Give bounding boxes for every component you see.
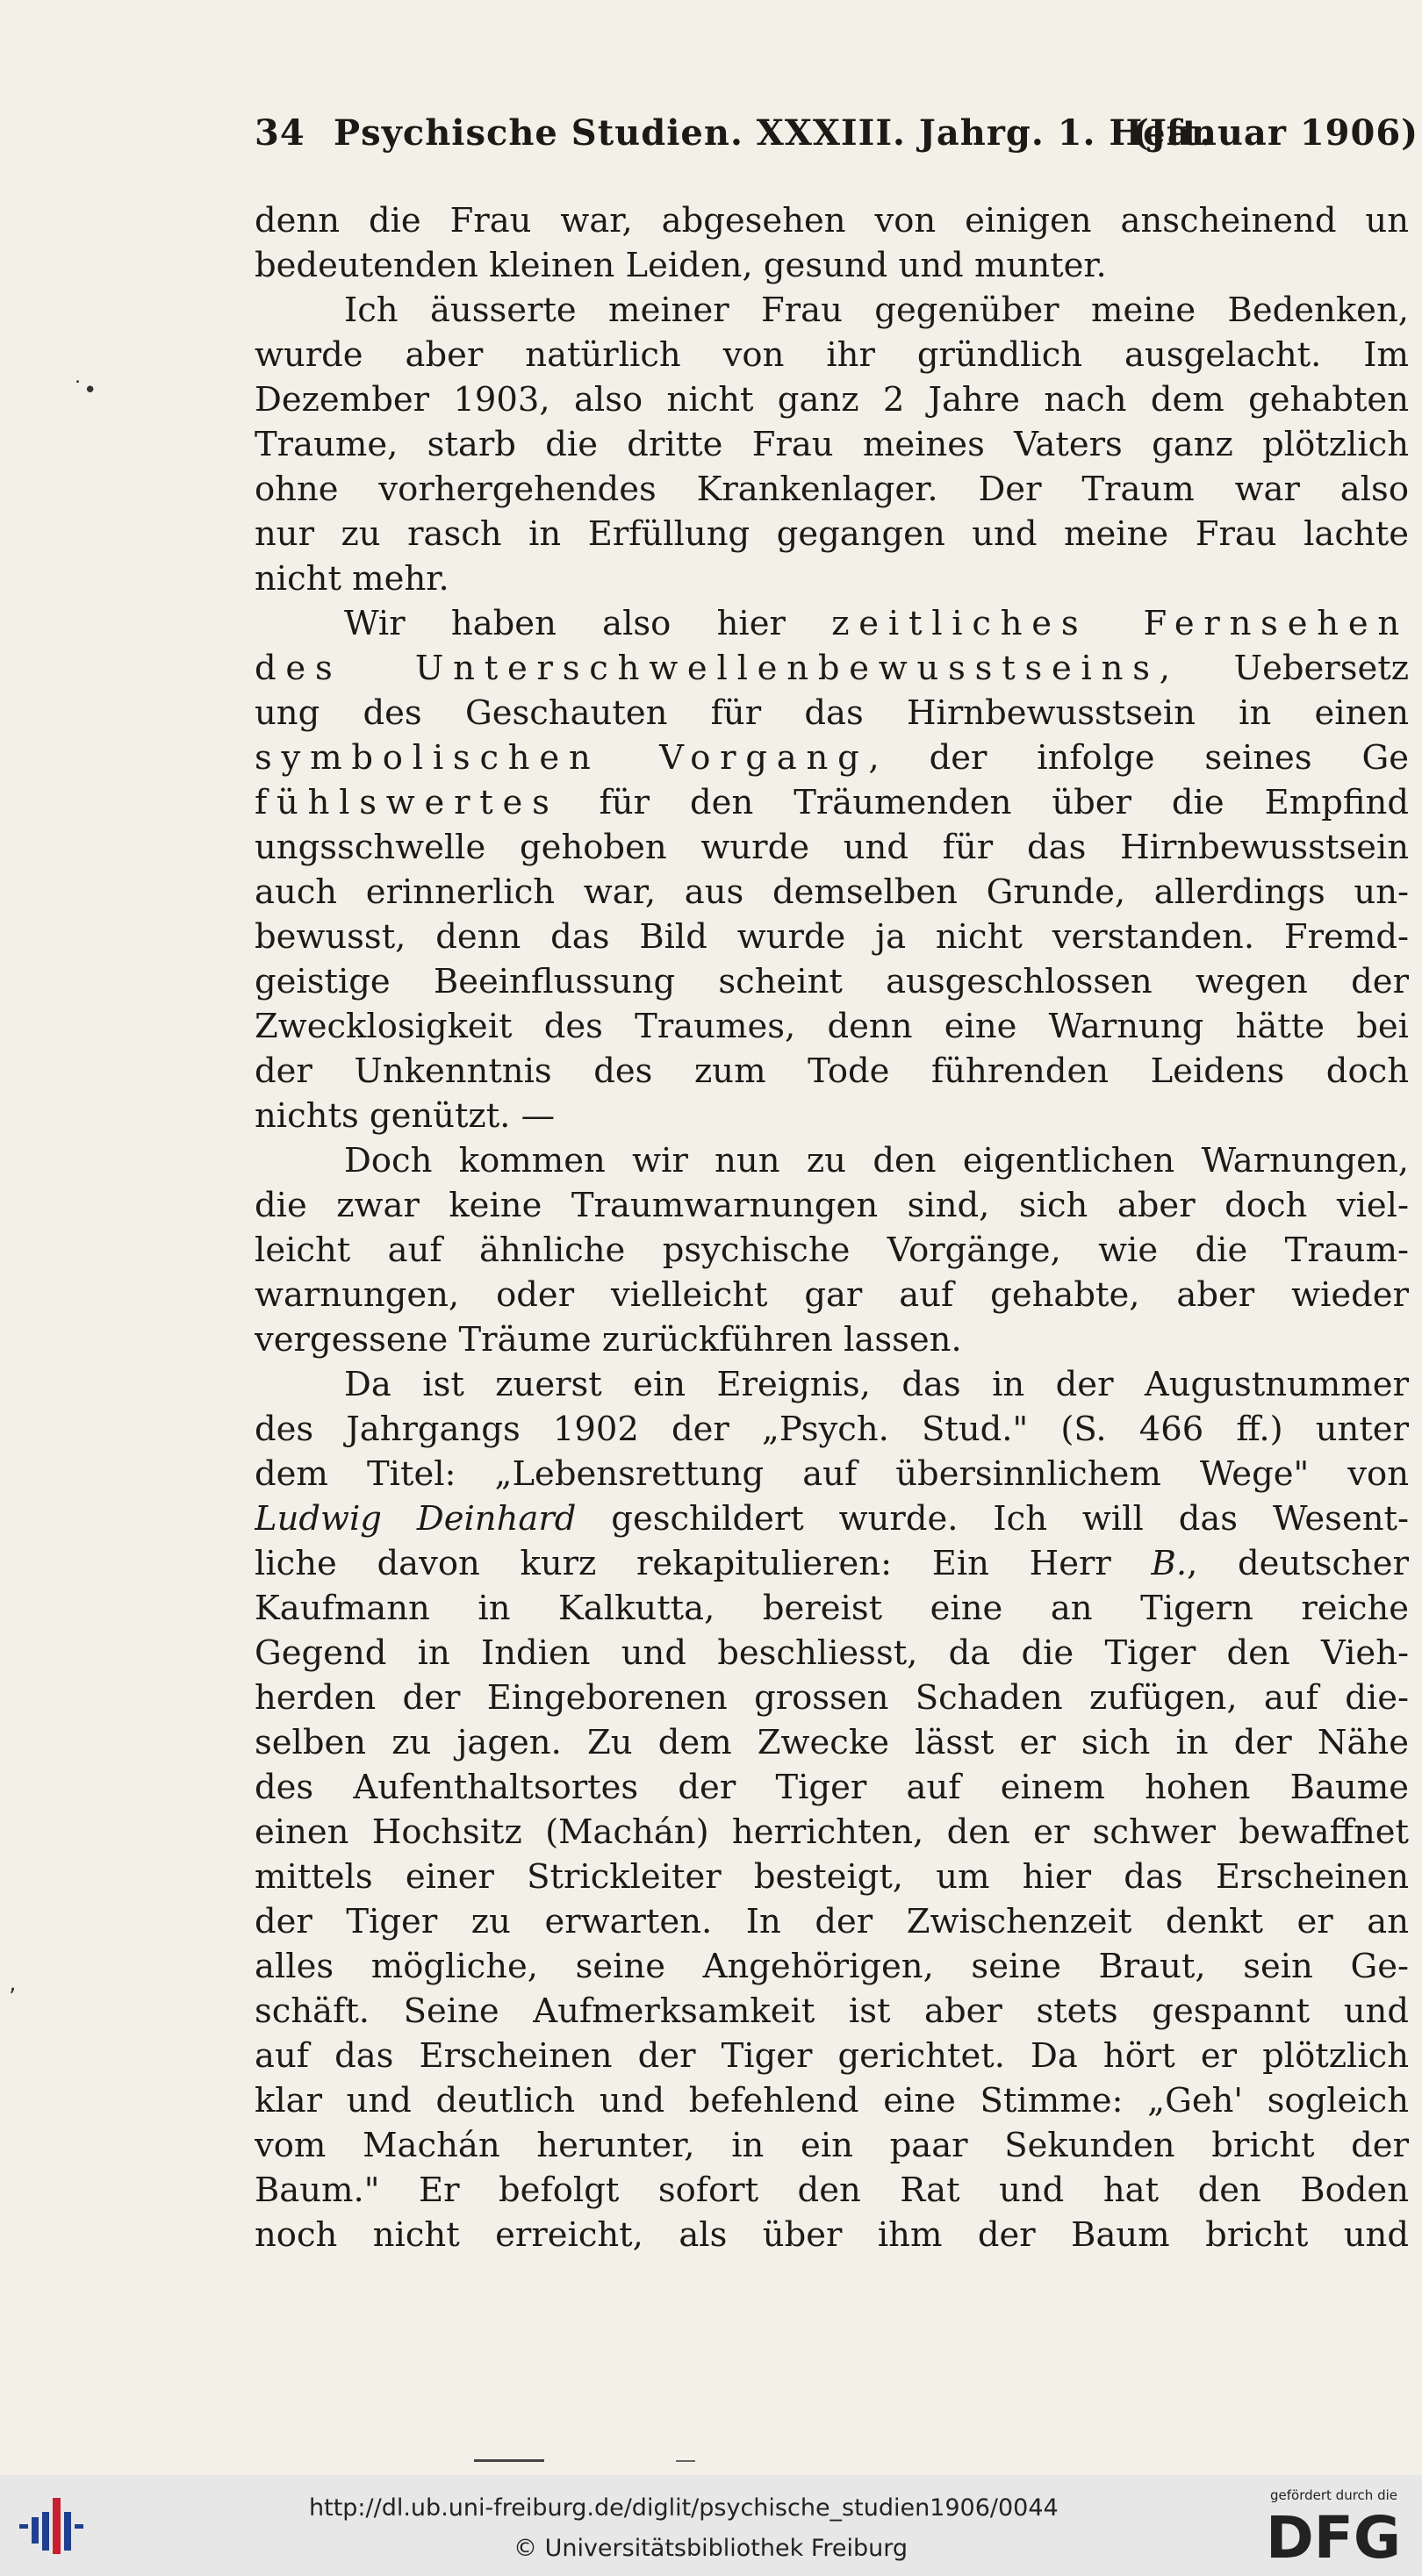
running-title: Psychische Studien. XXXIII. Jahrg. 1. Heft. bbox=[334, 112, 1213, 154]
text-line: Dezember 1903, also nicht ganz 2 Jahre nach dem gehabten bbox=[255, 380, 1409, 420]
text-line: bedeutenden kleinen Leiden, gesund und munter. bbox=[255, 246, 1107, 285]
text-line: vom Machán herunter, in ein paar Sekunden bricht der bbox=[255, 2126, 1409, 2165]
text-line: bewusst, denn das Bild wurde ja nicht verstanden. Fremd- bbox=[255, 917, 1409, 957]
bottom-rule bbox=[474, 2459, 544, 2462]
bottom-rule bbox=[676, 2460, 695, 2462]
spaced-emphasis: des Unterschwellenbewusstseins bbox=[255, 649, 1160, 688]
text-line: des Unterschwellenbewusstseins, Uebersetz bbox=[255, 649, 1409, 688]
dfg-logo-text: DFG bbox=[1265, 2505, 1402, 2566]
page-number: 34 bbox=[255, 112, 305, 154]
margin-mark: ˙• bbox=[72, 377, 97, 404]
text-line: nur zu rasch in Erfüllung gegangen und meine Frau lachte bbox=[255, 514, 1409, 554]
text-line: Wir haben also hier zeitliches Fernsehen bbox=[344, 604, 1409, 643]
text-line: Zwecklosigkeit des Traumes, denn eine Warnung hätte bei bbox=[255, 1007, 1409, 1046]
margin-mark: ‚ bbox=[9, 1970, 17, 1997]
text-line: ung des Geschauten für das Hirnbewusstsein in einen bbox=[255, 693, 1409, 733]
ub-freiburg-logo-icon bbox=[18, 2491, 88, 2561]
text-line: Kaufmann in Kalkutta, bereist eine an Tigern reiche bbox=[255, 1589, 1409, 1628]
digitization-footer bbox=[0, 2475, 1422, 2576]
text-line: herden der Eingeborenen grossen Schaden zufügen, auf die- bbox=[255, 1678, 1409, 1718]
text-line: nicht mehr. bbox=[255, 559, 449, 599]
text-line: alles mögliche, seine Angehörigen, seine Braut, sein Ge- bbox=[255, 1947, 1409, 1986]
text-line: der Unkenntnis des zum Tode führenden Leidens doch bbox=[255, 1051, 1409, 1091]
spaced-emphasis: symbolischen Vorgang bbox=[255, 738, 869, 778]
text-line: einen Hochsitz (Machán) herrichten, den er schwer bewaffnet bbox=[255, 1812, 1409, 1852]
text-line: liche davon kurz rekapitulieren: Ein Herr B., deutscher bbox=[255, 1544, 1409, 1583]
running-head bbox=[255, 112, 1419, 160]
dfg-caption: gefördert durch die bbox=[1270, 2487, 1397, 2503]
text-line: auf das Erscheinen der Tiger gerichtet. Da hört er plötzlich bbox=[255, 2036, 1409, 2076]
text-line: der Tiger zu erwarten. In der Zwischenzeit denkt er an bbox=[255, 1902, 1409, 1941]
text-line: denn die Frau war, abgesehen von einigen anscheinend un bbox=[255, 201, 1409, 240]
text-line: leicht auf ähnliche psychische Vorgänge, wie die Traum- bbox=[255, 1231, 1409, 1270]
text-line: ungsschwelle gehoben wurde und für das Hirnbewusstsein bbox=[255, 828, 1409, 867]
issue-date: (Januar 1906) bbox=[1132, 112, 1419, 154]
text-line: auch erinnerlich war, aus demselben Grunde, allerdings un- bbox=[255, 872, 1409, 912]
dfg-logo-icon bbox=[1257, 2505, 1411, 2566]
body-text bbox=[255, 198, 1409, 2257]
copyright-notice: © Universitätsbibliothek Freiburg bbox=[514, 2535, 908, 2562]
text-line: Traume, starb die dritte Frau meines Vaters ganz plötzlich bbox=[255, 425, 1409, 464]
text-line: fühlswertes für den Träumenden über die Empfind bbox=[255, 783, 1409, 822]
text-line: die zwar keine Traumwarnungen sind, sich aber doch viel- bbox=[255, 1186, 1409, 1225]
text-line: geistige Beeinflussung scheint ausgeschlossen wegen der bbox=[255, 962, 1409, 1001]
text-line: klar und deutlich und befehlend eine Stimme: „Geh' sogleich bbox=[255, 2081, 1409, 2120]
dfg-funding-block bbox=[1257, 2487, 1411, 2566]
source-url-link[interactable]: http://dl.ub.uni-freiburg.de/diglit/psychische_studien1906/0044 bbox=[309, 2494, 1059, 2522]
text-line: Ich äusserte meiner Frau gegenüber meine Bedenken, bbox=[344, 291, 1409, 330]
author-name: Ludwig Deinhard bbox=[255, 1499, 577, 1539]
text-line: warnungen, oder vielleicht gar auf gehabte, aber wieder bbox=[255, 1275, 1409, 1315]
text-line: Gegend in Indien und beschliesst, da die Tiger den Vieh- bbox=[255, 1633, 1409, 1673]
text-line: schäft. Seine Aufmerksamkeit ist aber stets gespannt und bbox=[255, 1991, 1409, 2031]
text-line: ohne vorhergehendes Krankenlager. Der Traum war also bbox=[255, 470, 1409, 509]
text-line: selben zu jagen. Zu dem Zwecke lässt er sich in der Nähe bbox=[255, 1723, 1409, 1762]
text-line: vergessene Träume zurückführen lassen. bbox=[255, 1320, 962, 1360]
text-line: des Jahrgangs 1902 der „Psych. Stud." (S. 466 ff.) unter bbox=[255, 1410, 1409, 1449]
text-line: Doch kommen wir nun zu den eigentlichen Warnungen, bbox=[344, 1141, 1409, 1180]
text-line: noch nicht erreicht, als über ihm der Baum bricht und bbox=[255, 2215, 1409, 2255]
text-line: wurde aber natürlich von ihr gründlich ausgelacht. Im bbox=[255, 335, 1409, 375]
text-line: Da ist zuerst ein Ereignis, das in der Augustnummer bbox=[344, 1365, 1409, 1404]
text-line: Baum." Er befolgt sofort den Rat und hat den Boden bbox=[255, 2171, 1409, 2210]
text-line: mittels einer Strickleiter besteigt, um hier das Erscheinen bbox=[255, 1857, 1409, 1897]
text-line: dem Titel: „Lebensrettung auf übersinnlichem Wege" von bbox=[255, 1454, 1409, 1494]
text-line: nichts genützt. — bbox=[255, 1096, 556, 1136]
spaced-emphasis: fühlswertes bbox=[255, 783, 559, 822]
spaced-emphasis: zeitliches Fernsehen bbox=[831, 604, 1409, 643]
text-line: symbolischen Vorgang, der infolge seines Ge bbox=[255, 738, 1409, 778]
text-line: Ludwig Deinhard geschildert wurde. Ich will das Wesent- bbox=[255, 1499, 1409, 1539]
italic-initial: B. bbox=[1151, 1544, 1188, 1583]
text-line: des Aufenthaltsortes der Tiger auf einem hohen Baume bbox=[255, 1768, 1409, 1807]
